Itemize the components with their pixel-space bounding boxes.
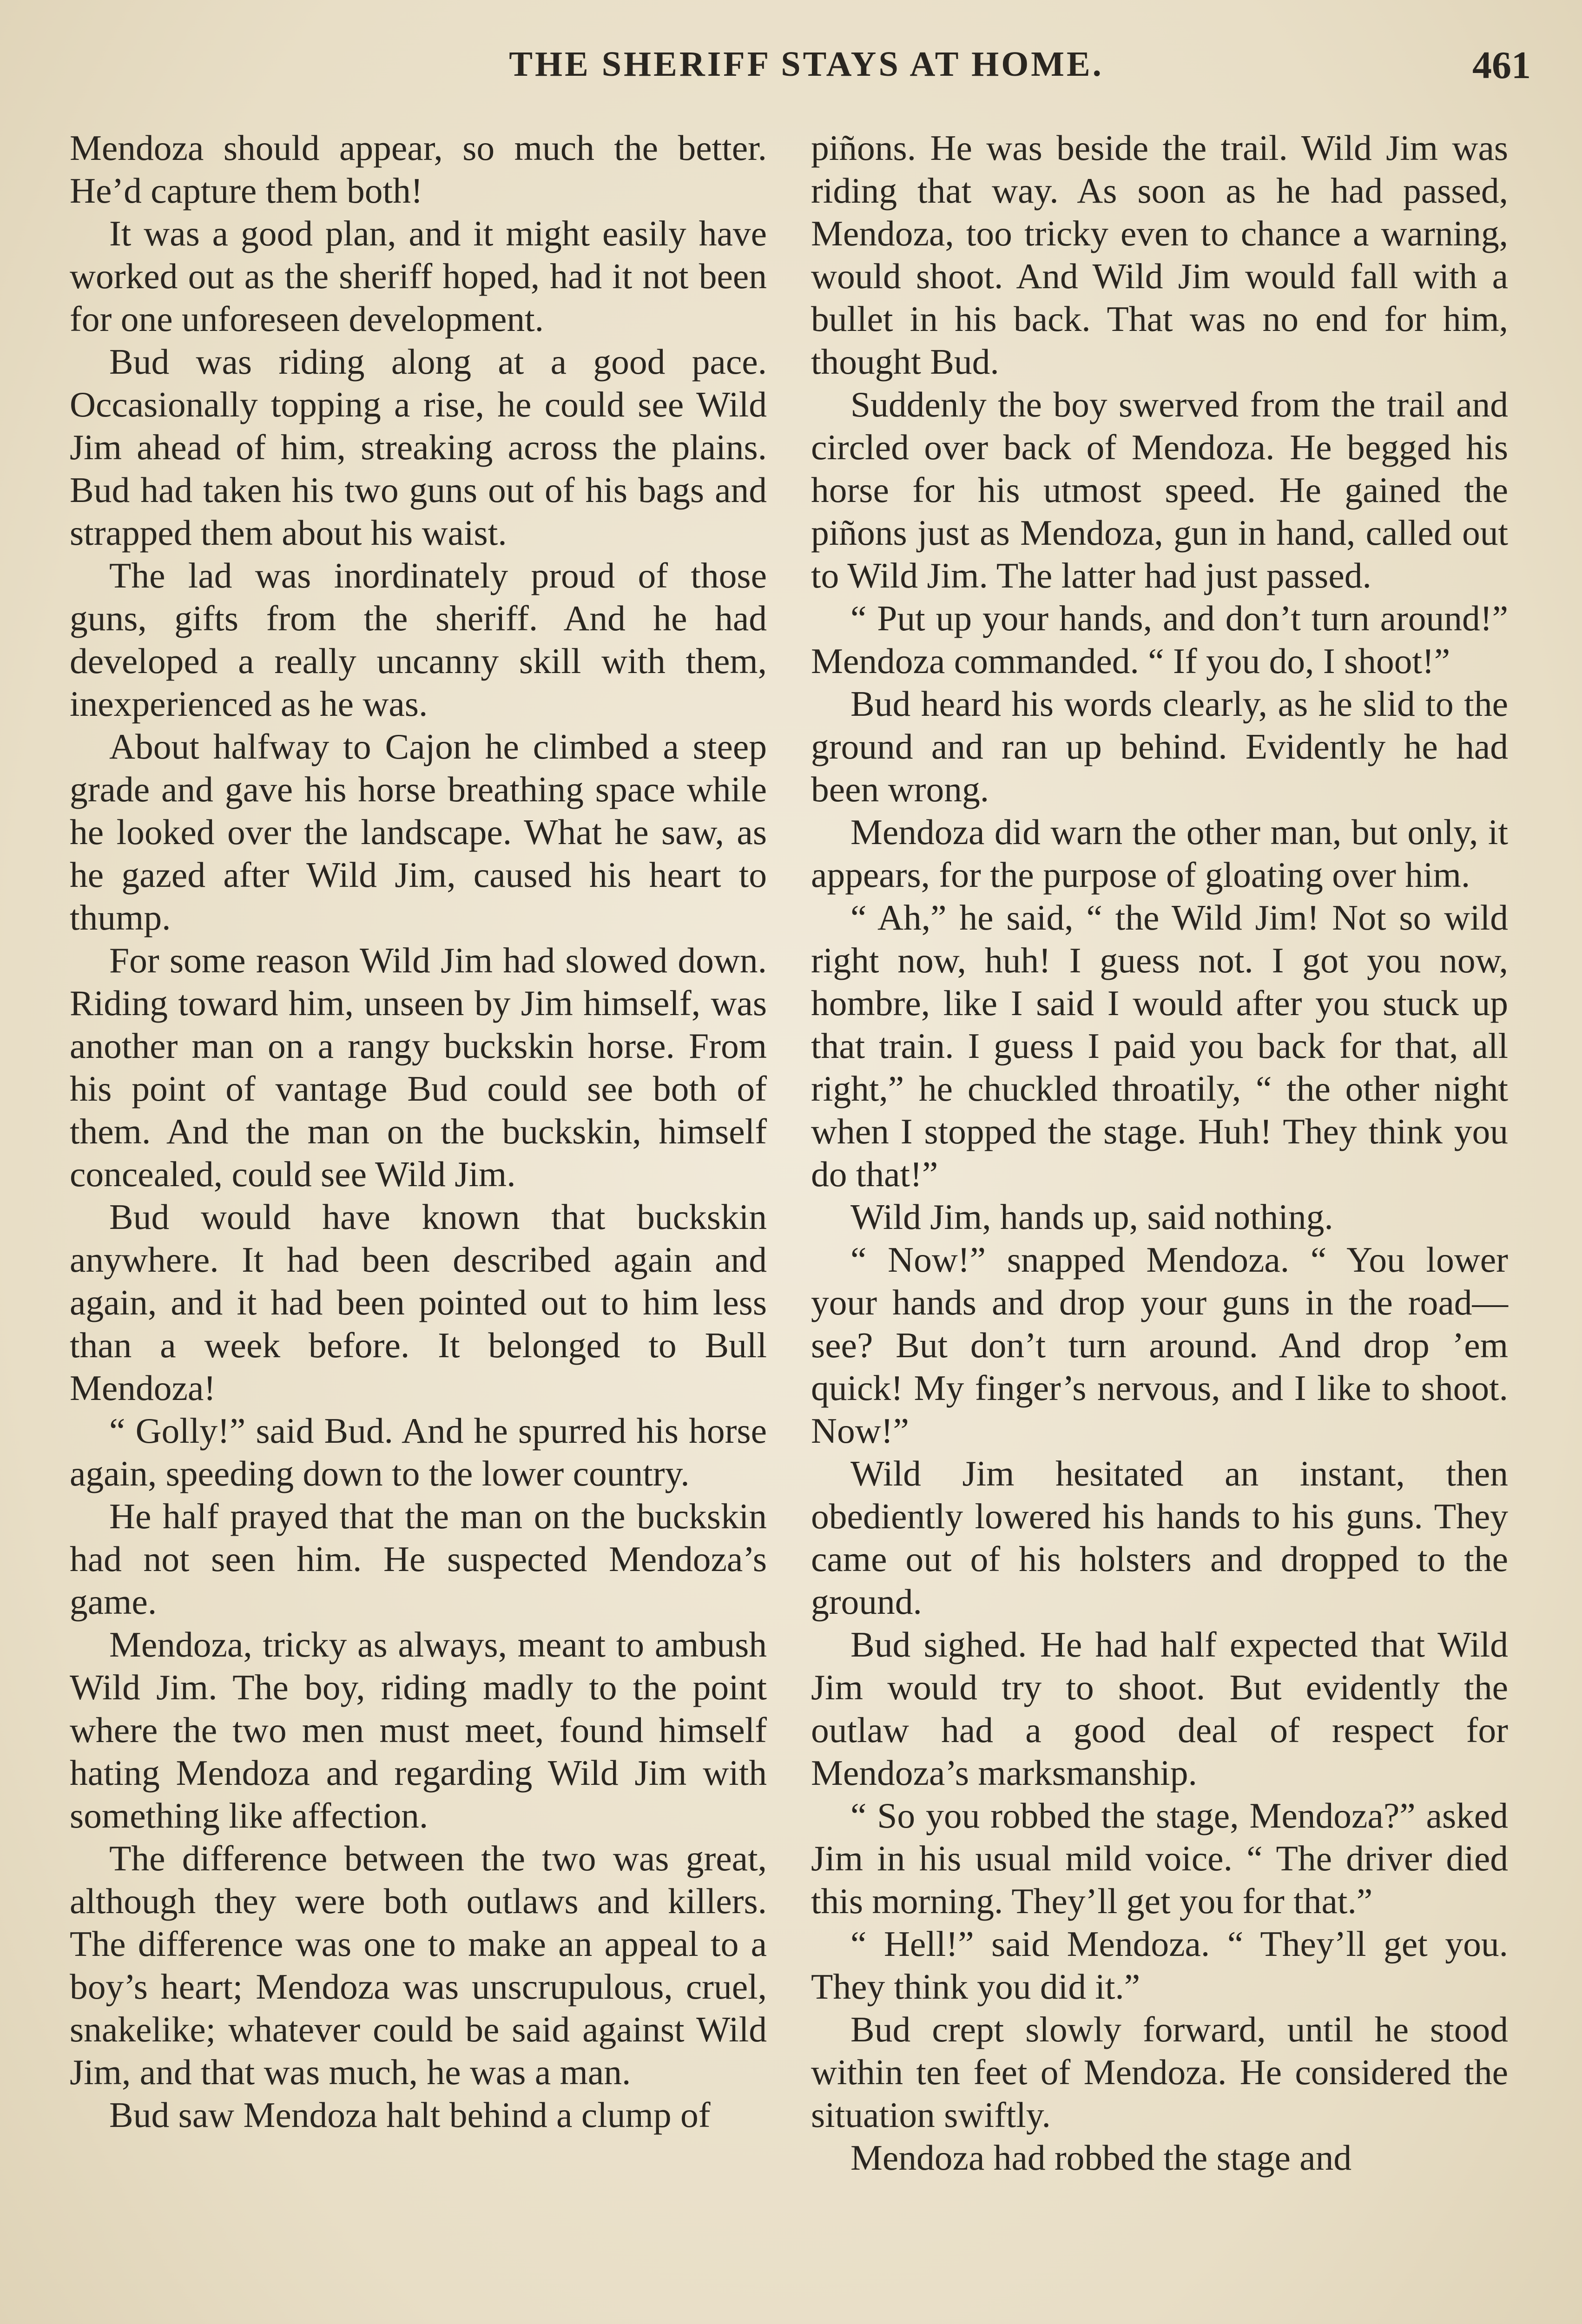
paragraph: For some reason Wild Jim had slowed down. Riding toward him, unseen by Jim himself, was another man on a rangy buckskin horse. From his point of vantage Bud could see both of them. And the man on the buckskin, himself concealed, could see Wild Jim. [70, 940, 767, 1194]
paragraph: Wild Jim, hands up, said nothing. [850, 1197, 1333, 1237]
right-column [811, 126, 1508, 2324]
paragraph: Mendoza had robbed the stage and [850, 2138, 1352, 2178]
paragraph: Bud heard his words clearly, as he slid to the ground and ran up behind. Evidently he had been wrong. [811, 684, 1508, 809]
paragraph: Bud was riding along at a good pace. Occasionally topping a rise, he could see Wild Jim ahead of him, streaking across the plains. Bud had taken his two guns out of his bags and strapped them about his waist. [70, 342, 767, 553]
paragraph: Bud crept slowly forward, until he stood within ten feet of Mendoza. He considered the situation swiftly. [811, 2009, 1508, 2135]
paragraph: He half prayed that the man on the buckskin had not seen him. He suspected Mendoza’s game. [70, 1496, 767, 1622]
paragraph: Bud saw Mendoza halt behind a clump of [109, 2095, 711, 2135]
paragraph: “ So you robbed the stage, Mendoza?” asked Jim in his usual mild voice. “ The driver died this morning. They’ll get you for that.” [811, 1796, 1508, 1921]
paragraph: Mendoza did warn the other man, but only, it appears, for the purpose of gloating over him. [811, 812, 1508, 895]
paragraph: “ Put up your hands, and don’t turn around!” Mendoza commanded. “ If you do, I shoot!” [811, 598, 1508, 681]
paragraph: “ Now!” snapped Mendoza. “ You lower your hands and drop your guns in the road—see? But don’t turn around. And drop ’em quick! My finger’s nervous, and I like to shoot. Now!” [811, 1240, 1508, 1451]
paragraph: Wild Jim hesitated an instant, then obediently lowered his hands to his guns. They came out of his holsters and dropped to the ground. [811, 1453, 1508, 1622]
paragraph: Mendoza, tricky as always, meant to ambush Wild Jim. The boy, riding madly to the point where the two men must meet, found himself hating Mendoza and regarding Wild Jim with something like affection. [70, 1624, 767, 1835]
paragraph: Bud would have known that buckskin anywhere. It had been described again and again, and it had been pointed out to him less than a week before. It belonged to Bull Mendoza! [70, 1197, 767, 1408]
paragraph: Bud sighed. He had half expected that Wild Jim would try to shoot. But evidently the outlaw had a good deal of respect for Mendoza’s marksmanship. [811, 1624, 1508, 1793]
paragraph: “ Golly!” said Bud. And he spurred his horse again, speeding down to the lower country. [70, 1411, 767, 1493]
page-number: 461 [1472, 44, 1531, 87]
paragraph: Suddenly the boy swerved from the trail and circled over back of Mendoza. He begged his horse for his utmost speed. He gained the piñons just as Mendoza, gun in hand, called out to Wild Jim. The latter had just passed. [811, 384, 1508, 595]
paragraph: “ Ah,” he said, “ the Wild Jim! Not so wild right now, huh! I guess not. I got you now, hombre, like I said I would after you stuck up that train. I guess I paid you back for that, all right,” he chuckled throatily, “ the other night when I stopped the stage. Huh! They think you do that!” [811, 898, 1508, 1194]
paragraph: The difference between the two was great, although they were both outlaws and killers. The difference was one to make an appeal to a boy’s heart; Mendoza was unscrupulous, cruel, snakelike; whatever could be said against Wild Jim, and that was much, he was a man. [70, 1838, 767, 2092]
paragraph: The lad was inordinately proud of those guns, gifts from the sheriff. And he had developed a really uncanny skill with them, inexperienced as he was. [70, 555, 767, 724]
paragraph: Mendoza should appear, so much the better. He’d capture them both! [70, 128, 767, 211]
paragraph: About halfway to Cajon he climbed a steep grade and gave his horse breathing space while he looked over the landscape. What he saw, as he gazed after Wild Jim, caused his heart to thump. [70, 726, 767, 938]
paragraph: “ Hell!” said Mendoza. “ They’ll get you. They think you did it.” [811, 1924, 1508, 2007]
paragraph: It was a good plan, and it might easily have worked out as the sheriff hoped, had it not been for one unforeseen development. [70, 213, 767, 339]
left-column [70, 126, 767, 2324]
paragraph: piñons. He was beside the trail. Wild Jim was riding that way. As soon as he had passed, Mendoza, too tricky even to chance a warning, would shoot. And Wild Jim would fall with a bullet in his back. That was no end for him, thought Bud. [811, 128, 1508, 382]
running-head: THE SHERIFF STAYS AT HOME. [509, 45, 1104, 84]
